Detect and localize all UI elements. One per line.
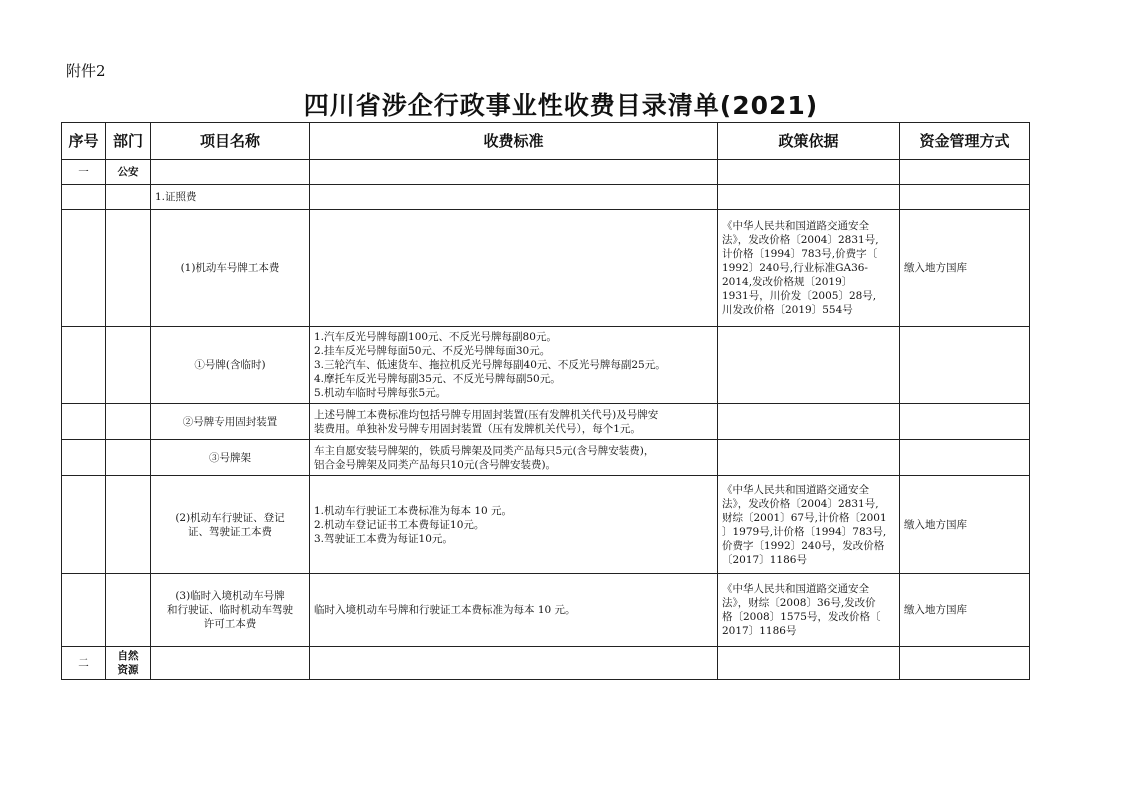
fee-catalog-table bbox=[61, 122, 1030, 680]
cell-fund: 缴入地方国库 bbox=[900, 210, 1030, 327]
cell-item: ①号牌(含临时) bbox=[151, 327, 310, 404]
cell-fund bbox=[900, 327, 1030, 404]
table-row bbox=[62, 160, 1030, 185]
standard-line: 铝合金号牌架及同类产品每只10元(含号牌安装费)。 bbox=[314, 458, 557, 471]
header-policy-basis: 政策依据 bbox=[718, 123, 900, 160]
cell-fund bbox=[900, 647, 1030, 680]
item-line: 许可工本费 bbox=[203, 618, 257, 630]
basis-line: 川发改价格〔2019〕554号 bbox=[722, 304, 853, 316]
cell-item: ③号牌架 bbox=[151, 440, 310, 476]
basis-line: 1931号，川价发〔2005〕28号, bbox=[722, 290, 877, 302]
cell-dept bbox=[106, 647, 151, 680]
cell-standard bbox=[310, 647, 718, 680]
cell-seq bbox=[62, 476, 106, 574]
cell-seq bbox=[62, 185, 106, 210]
standard-line: 4.摩托车反光号牌每副35元、不反光号牌每副50元。 bbox=[314, 373, 561, 385]
cell-basis bbox=[718, 185, 900, 210]
cell-item: 1.证照费 bbox=[151, 185, 310, 210]
header-fee-standard: 收费标准 bbox=[310, 123, 718, 160]
basis-line: 《中华人民共和国道路交通安全 bbox=[722, 483, 869, 496]
basis-line: 〔2017〕1186号 bbox=[722, 553, 807, 566]
standard-line: 3.驾驶证工本费为每证10元。 bbox=[314, 532, 453, 545]
cell-seq bbox=[62, 210, 106, 327]
cell-dept bbox=[106, 574, 151, 647]
cell-dept bbox=[106, 440, 151, 476]
cell-dept bbox=[106, 476, 151, 574]
cell-seq bbox=[62, 327, 106, 404]
cell-dept: 公安 bbox=[106, 160, 151, 185]
cell-seq: 二 bbox=[62, 647, 106, 680]
standard-line: 2.挂车反光号牌每面50元、不反光号牌每面30元。 bbox=[314, 345, 551, 357]
standard-line: 车主自愿安装号牌架的，铁质号牌架及同类产品每只5元(含号牌安装费)， bbox=[314, 444, 655, 457]
cell-dept bbox=[106, 185, 151, 210]
standard-line: 上述号牌工本费标准均包括号牌专用固封装置(压有发牌机关代号)及号牌安 bbox=[314, 408, 659, 421]
cell-standard bbox=[310, 160, 718, 185]
basis-line: 《中华人民共和国道路交通安全 bbox=[722, 220, 869, 232]
table-row bbox=[62, 647, 1030, 680]
item-line: (3)临时入境机动车号牌 bbox=[175, 590, 285, 602]
basis-line: 计价格〔1994〕783号,价费字〔 bbox=[722, 248, 878, 260]
basis-line: 法》，发改价格〔2004〕2831号, bbox=[722, 234, 879, 246]
header-dept: 部门 bbox=[106, 123, 151, 160]
cell-item bbox=[151, 476, 310, 574]
basis-line: 〕1979号,计价格〔1994〕783号, bbox=[722, 525, 887, 538]
cell-fund bbox=[900, 404, 1030, 440]
header-fund-management: 资金管理方式 bbox=[900, 123, 1030, 160]
cell-basis bbox=[718, 404, 900, 440]
basis-line: 1992〕240号,行业标准GA36- bbox=[722, 262, 868, 274]
basis-line: 2017〕1186号 bbox=[722, 625, 797, 637]
basis-line: 法》，发改价格〔2004〕2831号, bbox=[722, 497, 879, 510]
item-line: 和行驶证、临时机动车驾驶 bbox=[167, 604, 293, 616]
dept-line: 自然 bbox=[117, 650, 139, 662]
document-title: 四川省涉企行政事业性收费目录清单(2021) bbox=[303, 91, 819, 120]
cell-dept bbox=[106, 404, 151, 440]
table-row bbox=[62, 210, 1030, 327]
cell-dept bbox=[106, 327, 151, 404]
cell-standard bbox=[310, 185, 718, 210]
attachment-label: 附件2 bbox=[66, 62, 106, 80]
cell-seq bbox=[62, 440, 106, 476]
basis-line: 价费字〔1992〕240号，发改价格 bbox=[722, 539, 885, 552]
standard-line: 2.机动车登记证书工本费每证10元。 bbox=[314, 518, 485, 531]
standard-line: 5.机动车临时号牌每张5元。 bbox=[314, 387, 447, 399]
cell-fund bbox=[900, 160, 1030, 185]
cell-basis bbox=[718, 210, 900, 327]
cell-seq bbox=[62, 574, 106, 647]
cell-basis bbox=[718, 327, 900, 404]
cell-standard: 临时入境机动车号牌和行驶证工本费标准为每本 10 元。 bbox=[310, 574, 718, 647]
cell-basis bbox=[718, 476, 900, 574]
standard-line: 1.机动车行驶证工本费标准为每本 10 元。 bbox=[314, 504, 513, 517]
cell-item bbox=[151, 647, 310, 680]
cell-standard bbox=[310, 404, 718, 440]
cell-fund: 缴入地方国库 bbox=[900, 574, 1030, 647]
table-header-row bbox=[62, 123, 1030, 160]
item-line: (2)机动车行驶证、登记 bbox=[175, 511, 285, 524]
cell-dept bbox=[106, 210, 151, 327]
basis-line: 2014,发改价格规〔2019〕 bbox=[722, 276, 853, 288]
basis-line: 《中华人民共和国道路交通安全 bbox=[722, 583, 869, 595]
cell-standard bbox=[310, 476, 718, 574]
cell-item: (1)机动车号牌工本费 bbox=[151, 210, 310, 327]
table-row bbox=[62, 440, 1030, 476]
basis-line: 法》，财综〔2008〕36号,发改价 bbox=[722, 597, 876, 609]
basis-line: 财综〔2001〕67号,计价格〔2001 bbox=[722, 511, 887, 524]
cell-fund: 缴入地方国库 bbox=[900, 476, 1030, 574]
cell-basis bbox=[718, 647, 900, 680]
cell-standard bbox=[310, 440, 718, 476]
cell-item bbox=[151, 574, 310, 647]
cell-seq: 一 bbox=[62, 160, 106, 185]
header-item-name: 项目名称 bbox=[151, 123, 310, 160]
table-row bbox=[62, 476, 1030, 574]
table-row bbox=[62, 574, 1030, 647]
cell-seq bbox=[62, 404, 106, 440]
item-line: 证、驾驶证工本费 bbox=[188, 525, 272, 538]
cell-item bbox=[151, 160, 310, 185]
cell-fund bbox=[900, 185, 1030, 210]
standard-line: 装费用。单独补发号牌专用固封装置（压有发牌机关代号），每个1元。 bbox=[314, 422, 641, 435]
cell-standard bbox=[310, 327, 718, 404]
dept-line: 资源 bbox=[117, 664, 139, 676]
table-row bbox=[62, 404, 1030, 440]
cell-basis bbox=[718, 160, 900, 185]
table-row bbox=[62, 185, 1030, 210]
standard-line: 3.三轮汽车、低速货车、拖拉机反光号牌每副40元、不反光号牌每副25元。 bbox=[314, 359, 666, 371]
cell-item: ②号牌专用固封装置 bbox=[151, 404, 310, 440]
table-row bbox=[62, 327, 1030, 404]
cell-basis bbox=[718, 440, 900, 476]
cell-basis bbox=[718, 574, 900, 647]
cell-standard bbox=[310, 210, 718, 327]
cell-fund bbox=[900, 440, 1030, 476]
basis-line: 格〔2008〕1575号，发改价格〔 bbox=[722, 611, 881, 623]
header-seq: 序号 bbox=[62, 123, 106, 160]
standard-line: 1.汽车反光号牌每副100元、不反光号牌每副80元。 bbox=[314, 331, 557, 343]
